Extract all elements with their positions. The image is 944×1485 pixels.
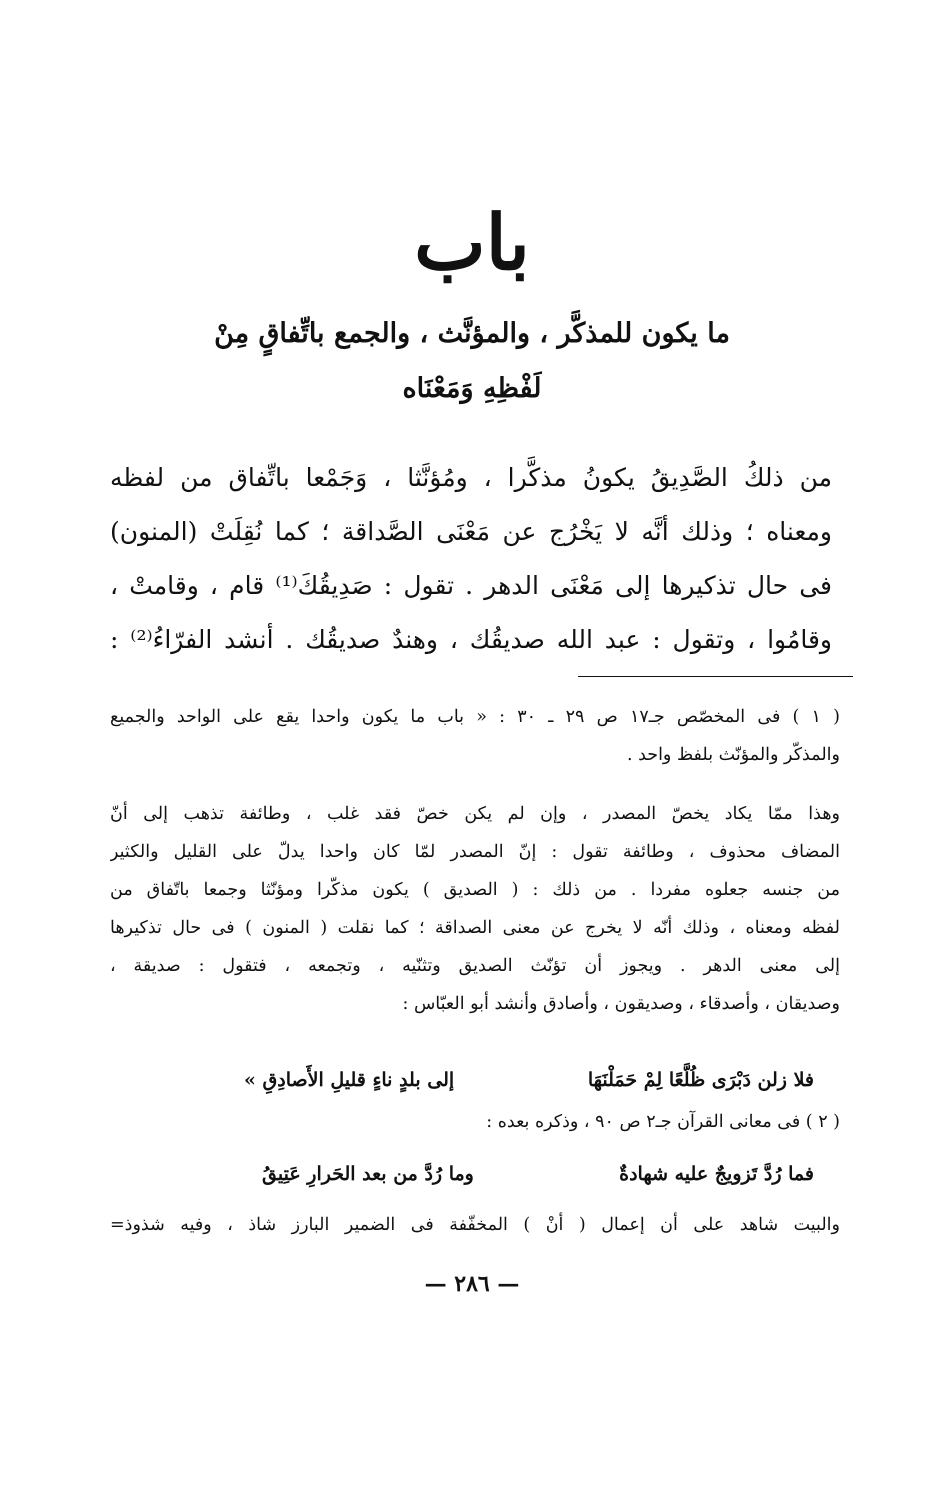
footnote-2-continuation xyxy=(110,1206,840,1244)
footnote-line: المضاف محذوف ، وطائفة تقول : إنّ المصدر لمّا كان واحدا يدلّ على القليل والكثير xyxy=(110,842,840,862)
verse-2-second-hemistich: وما رُدَّ من بعد الحَرارِ عَتِيقُ xyxy=(262,1163,474,1185)
footnote-line: لفظه ومعناه ، وذلك أنّه لا يخرج عن معنى الصداقة ؛ كما نقلت ( المنون ) فى حال تذكيرها xyxy=(110,918,840,938)
footnote-1 xyxy=(110,698,840,774)
footnote-divider xyxy=(578,676,853,677)
footnote-line: والمذكّر والمؤنّث بلفظ واحد . xyxy=(626,745,840,765)
body-line: من ذلكُ الصَّدِيقُ يكونُ مذكَّرا ، ومُؤنَّثا ، وَجَمْعا باتِّفاق من لفظه xyxy=(110,463,832,492)
page-number: — ٢٨٦ — xyxy=(424,1271,520,1297)
heading-line-1: ما يكون للمذكَّر ، والمؤنَّث ، والجمع باتِّفاقٍ مِنْ xyxy=(214,318,730,349)
footnote-1-continuation xyxy=(110,795,840,1023)
chapter-title: باب xyxy=(414,198,530,287)
body-line: وقامُوا ، وتقول : عبد الله صديقُك ، وهندٌ صديقُك . أنشد الفرّاءُ⁽²⁾ : xyxy=(110,625,832,654)
footnote-line: إلى معنى الدهر . ويجوز أن تؤنّث الصديق وتثنّيه ، وتجمعه ، فتقول : صديقة ، xyxy=(110,956,840,976)
verse-1-first-hemistich: فلا زلن دَبْرَى ظُلَّعًا لِمْ حَمَلْنَهَا xyxy=(587,1069,814,1091)
footnote-line: من جنسه جعلوه مفردا . من ذلك : ( الصديق ) يكون مذكّرا ومؤنّثا وجمعا باتّفاق من xyxy=(110,880,840,900)
footnote-line: والبيت شاهد على أن إعمال ( أنْ ) المخفّفة فى الضمير البارز شاذ ، وفيه شذوذ= xyxy=(110,1215,840,1235)
body-line: ومعناه ؛ وذلك أنَّه لا يَخْرُج عن مَعْنَى الصَّداقة ؛ كما نُقِلَتْ (المنون) xyxy=(110,517,832,546)
heading-line-2: لَفْظِهِ وَمَعْنَاه xyxy=(402,373,542,404)
verse-1-second-hemistich: إلى بلدٍ ناءٍ قليلِ الأَصادِقِ » xyxy=(244,1069,455,1091)
footnote-2 xyxy=(110,1103,840,1141)
body-text xyxy=(110,451,832,667)
footnote-line: وهذا ممّا يكاد يخصّ المصدر ، وإن لم يكن خصّ فقد غلب ، وطائفة تذهب إلى أنّ xyxy=(110,804,840,824)
footnote-line: ( ١ ) فى المخصّص جـ١٧ ص ٢٩ ـ ٣٠ : « باب ما يكون واحدا يقع على الواحد والجميع xyxy=(110,707,840,727)
footnote-line: ( ٢ ) فى معانى القرآن جـ٢ ص ٩٠ ، وذكره بعده : xyxy=(486,1112,840,1132)
verse-2-first-hemistich: فما رُدَّ تَزويجٌ عليه شهادةٌ xyxy=(619,1163,814,1185)
body-line: فى حال تذكيرها إلى مَعْنَى الدهر . تقول : صَدِيقُكَ⁽¹⁾ قام ، وقامتْ ، xyxy=(110,571,832,600)
footnote-line: وصديقان ، وأصدقاء ، وصديقون ، وأصادق وأنشد أبو العبّاس : xyxy=(402,994,840,1014)
